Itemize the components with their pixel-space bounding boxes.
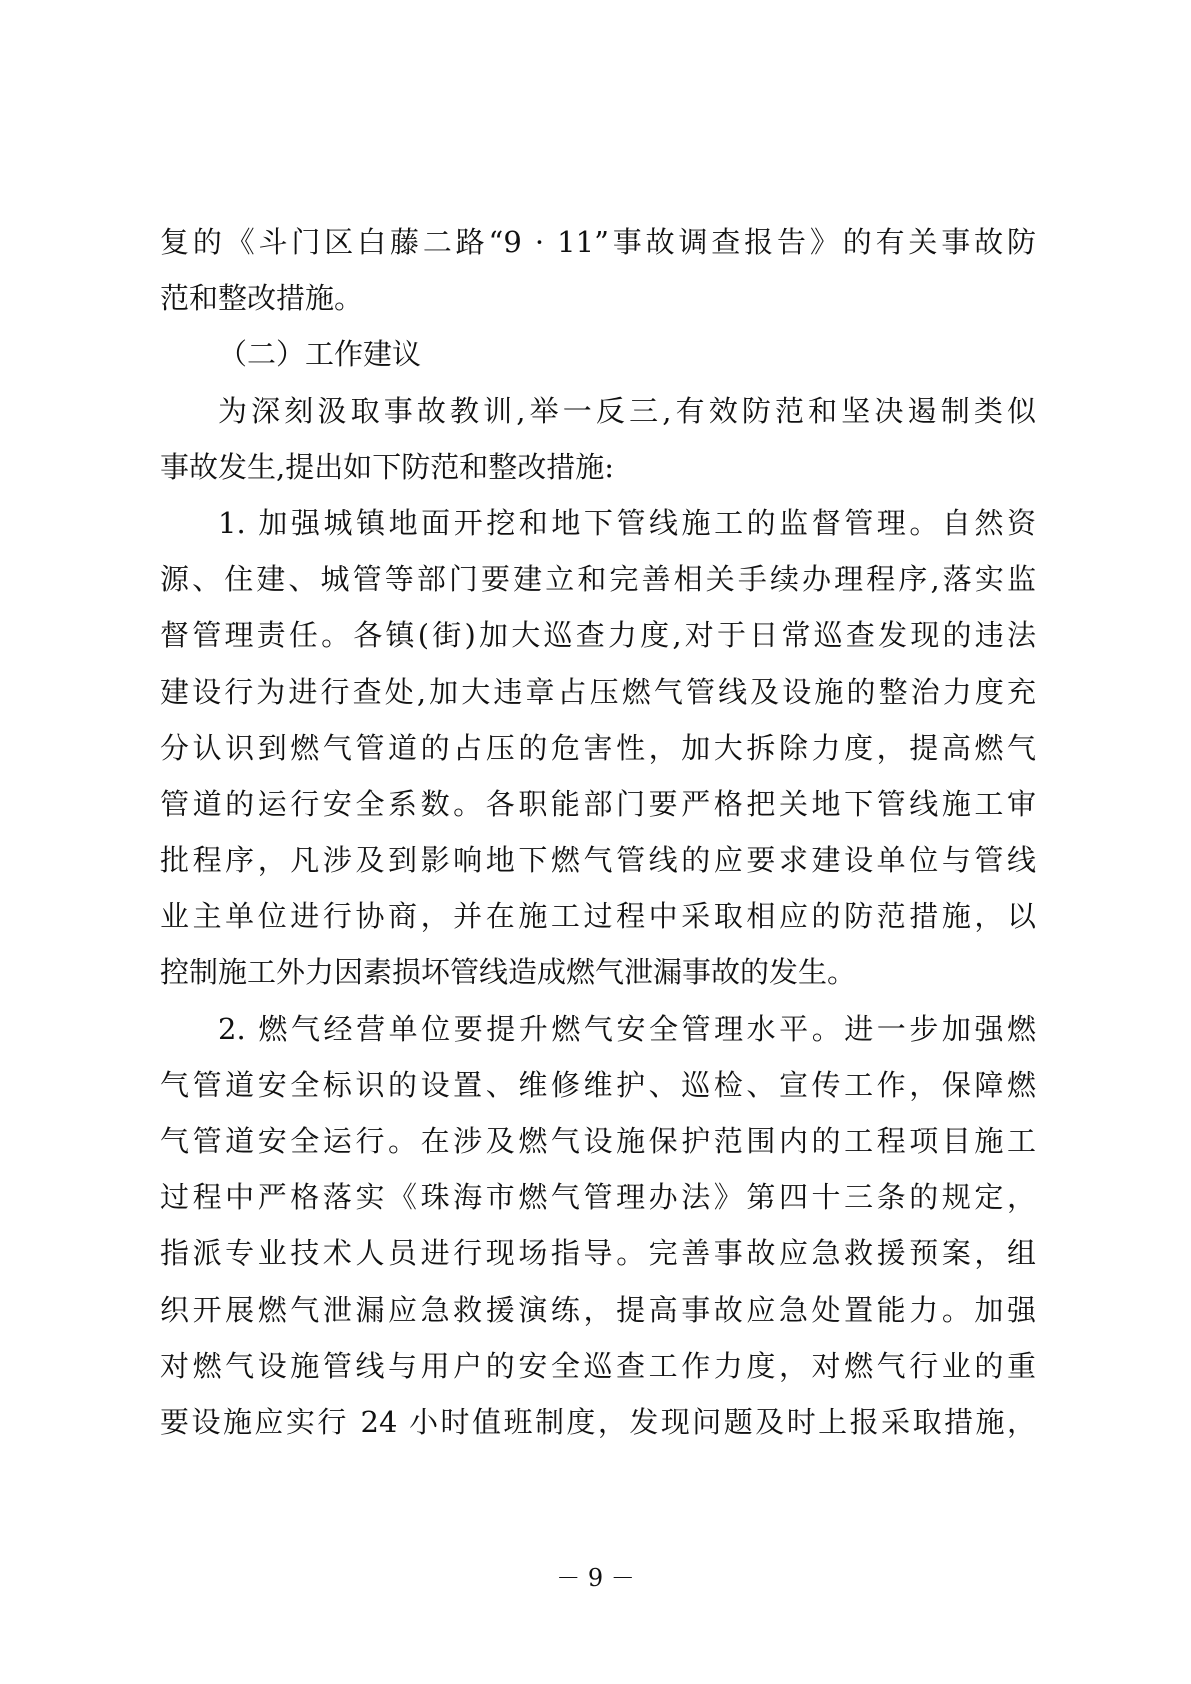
text-line: 气管道安全运行。在涉及燃气设施保护范围内的工程项目施工 bbox=[160, 1124, 1036, 1158]
text-line: 源、住建、城管等部门要建立和完善相关手续办理程序,落实监 bbox=[160, 562, 1036, 597]
text-line: 复的《斗门区白藤二路“9 · 11”事故调查报告》的有关事故防 bbox=[160, 225, 1036, 259]
section-heading: （二）工作建议 bbox=[218, 337, 422, 372]
text-line: 过程中严格落实《珠海市燃气管理办法》第四十三条的规定， bbox=[160, 1180, 1036, 1215]
text-line: 分认识到燃气管道的占压的危害性，加大拆除力度，提高燃气 bbox=[160, 730, 1036, 765]
text-line: 气管道安全标识的设置、维修维护、巡检、宣传工作，保障燃 bbox=[160, 1067, 1036, 1102]
text-line: 指派专业技术人员进行现场指导。完善事故应急救援预案，组 bbox=[160, 1236, 1036, 1271]
text-line: 1. 加强城镇地面开挖和地下管线施工的监督管理。自然资 bbox=[218, 505, 1036, 540]
text-line: 批程序，凡涉及到影响地下燃气管线的应要求建设单位与管线 bbox=[160, 843, 1036, 878]
document-body bbox=[160, 214, 1036, 1450]
text-line: 业主单位进行协商，并在施工过程中采取相应的防范措施，以 bbox=[160, 899, 1036, 934]
text-line: 织开展燃气泄漏应急救援演练，提高事故应急处置能力。加强 bbox=[160, 1292, 1036, 1327]
text-line: 要设施应实行 24 小时值班制度，发现问题及时上报采取措施， bbox=[160, 1404, 1036, 1439]
text-line: 管道的运行安全系数。各职能部门要严格把关地下管线施工审 bbox=[160, 786, 1036, 821]
text-line: 控制施工外力因素损坏管线造成燃气泄漏事故的发生。 bbox=[160, 955, 857, 990]
text-line: 建设行为进行查处,加大违章占压燃气管线及设施的整治力度充 bbox=[160, 674, 1036, 709]
text-line: 范和整改措施。 bbox=[160, 281, 364, 316]
text-line: 督管理责任。各镇(街)加大巡查力度,对于日常巡查发现的违法 bbox=[160, 618, 1036, 653]
page-number: － 9 － bbox=[556, 1564, 635, 1592]
text-line: 2. 燃气经营单位要提升燃气安全管理水平。进一步加强燃 bbox=[218, 1011, 1036, 1046]
text-line: 对燃气设施管线与用户的安全巡查工作力度，对燃气行业的重 bbox=[160, 1348, 1036, 1383]
text-line: 事故发生,提出如下防范和整改措施: bbox=[160, 449, 614, 484]
text-line: 为深刻汲取事故教训,举一反三,有效防范和坚决遏制类似 bbox=[218, 393, 1036, 428]
